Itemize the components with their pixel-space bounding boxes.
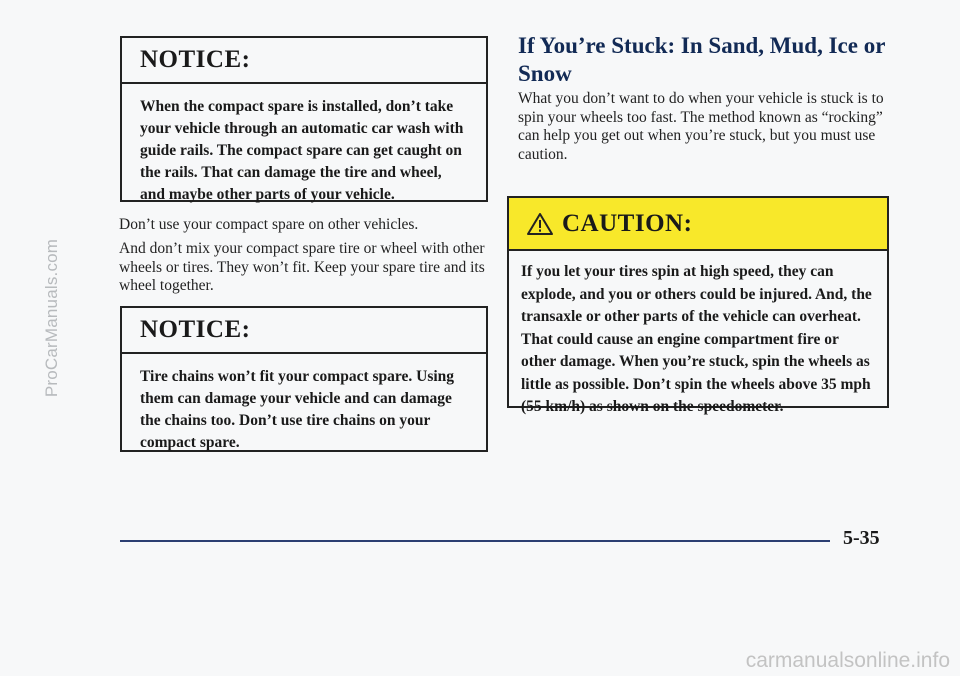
notice-header [122,308,486,354]
paragraph-stuck-intro: What you don’t want to do when your vehicle is stuck is to spin your wheels too fast. The method known as “rocking” can help you get out when you’re stuck, but you must use caution. [518,90,884,163]
notice-body: When the compact spare is installed, don’t take your vehicle through an automatic car wash with guide rails. The compact spare can get caught on the rails. That can damage the tire and wheel, and maybe other parts of your vehicle. [140,98,464,203]
notice-box-tire-chains [120,306,488,452]
warning-triangle-icon [526,212,554,236]
footer-rule [120,540,830,542]
caution-title: CAUTION: [562,209,693,237]
bottom-watermark: carmanualsonline.info [745,649,950,672]
page-number: 5-35 [843,527,880,549]
paragraph-spare-other-vehicles: Don’t use your compact spare on other vehicles. [119,216,419,233]
notice-header [122,38,486,84]
caution-header [509,198,887,251]
notice-title: NOTICE: [140,316,251,343]
notice-title: NOTICE: [140,46,251,73]
section-heading: If You’re Stuck: In Sand, Mud, Ice or Snow [518,33,885,86]
caution-body: If you let your tires spin at high speed, they can explode, and you or others could be injured. And, the transaxle or other parts of the vehicle can overheat. That could cause an engine compartment fire or other damage. When you’re stuck, spin the wheels as little as possible. Don’t spin the wheels above 35 mph (55 km/h) as shown on the speedometer. [521,263,872,415]
side-watermark: ProCarManuals.com [42,238,61,398]
paragraph-dont-mix: And don’t mix your compact spare tire or wheel with other wheels or tires. They won’t fit. Keep your spare tire and its wheel together. [119,240,485,294]
notice-box-car-wash [120,36,488,202]
notice-body: Tire chains won’t fit your compact spare. Using them can damage your vehicle and can damage the chains too. Don’t use tire chains on your compact spare. [140,368,455,451]
caution-box [507,196,889,415]
